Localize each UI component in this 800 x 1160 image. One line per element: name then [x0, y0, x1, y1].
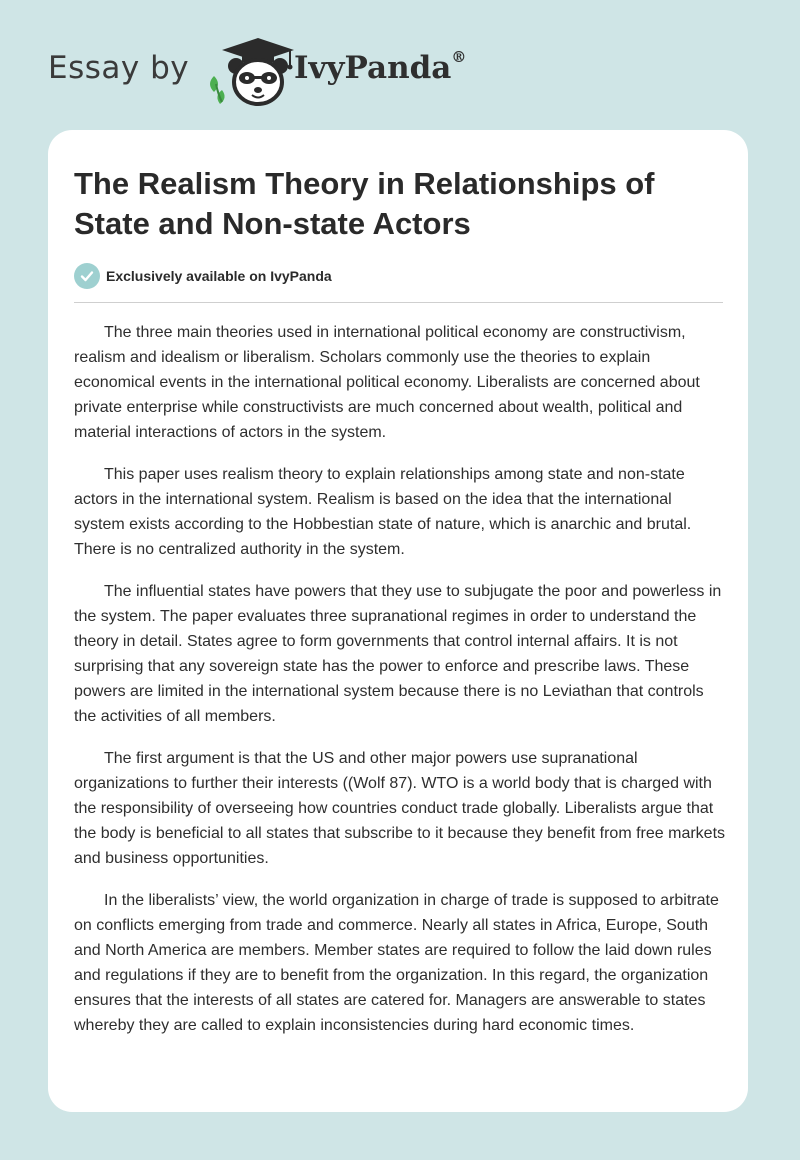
brand-name: IvyPanda® [294, 48, 467, 86]
paragraph: The first argument is that the US and other major powers use supranational organizations to further their interests ((Wolf 87). WTO is a world body that is charged with the responsibility of overseeing how countries conduct trade globally. Liberalists argue that the body is beneficial to all states that subscribe to it because they benefit from free markets and business opportunities. [74, 750, 726, 867]
registered-mark: ® [451, 48, 467, 66]
page-title: The Realism Theory in Relationships of State and Non-state Actors [74, 166, 655, 241]
essay-card [48, 130, 748, 1112]
paragraph: The three main theories used in international political economy are constructivism, realism and idealism or liberalism. Scholars commonly use the theories to explain economical events in the international political economy. Liberalists are concerned about private enterprise while constructivists are much concerned about wealth, political and material interactions of actors in the system. [74, 324, 700, 441]
panda-mascot-icon [200, 36, 300, 108]
essay-by-label: Essay by [48, 50, 190, 86]
paragraph: The influential states have powers that they use to subjugate the poor and powerless in the system. The paper evaluates three supranational regimes in order to understand the theory in detail. States agree to form governments that control internal affairs. It is not surprising that any sovereign state has the power to enforce and prescribe laws. These powers are limited in the international system because there is no Leviathan that controls the activities of all members. [74, 583, 722, 725]
paragraph: This paper uses realism theory to explain relationships among state and non-state actors in the international system. Realism is based on the idea that the international system exists according to the Hobbestian state of nature, which is anarchic and brutal. There is no centralized authority in the system. [74, 466, 692, 558]
check-icon [74, 263, 100, 289]
paragraph: In the liberalists’ view, the world organization in charge of trade is supposed to arbitrate on conflicts emerging from trade and commerce. Nearly all states in Africa, Europe, South and North America are members. Member states are required to follow the laid down rules and regulations if they are to benefit from the organization. In this regard, the organization ensures that the interests of all states are catered for. Managers are answerable to states whereby they are called to explain inconsistencies during hard economic times. [74, 892, 719, 1034]
essay-body [74, 320, 726, 1055]
divider [74, 302, 723, 303]
ivypanda-logo[interactable] [200, 36, 300, 108]
exclusive-badge [74, 263, 332, 289]
exclusive-badge-label: Exclusively available on IvyPanda [106, 268, 332, 284]
site-header [48, 36, 748, 108]
